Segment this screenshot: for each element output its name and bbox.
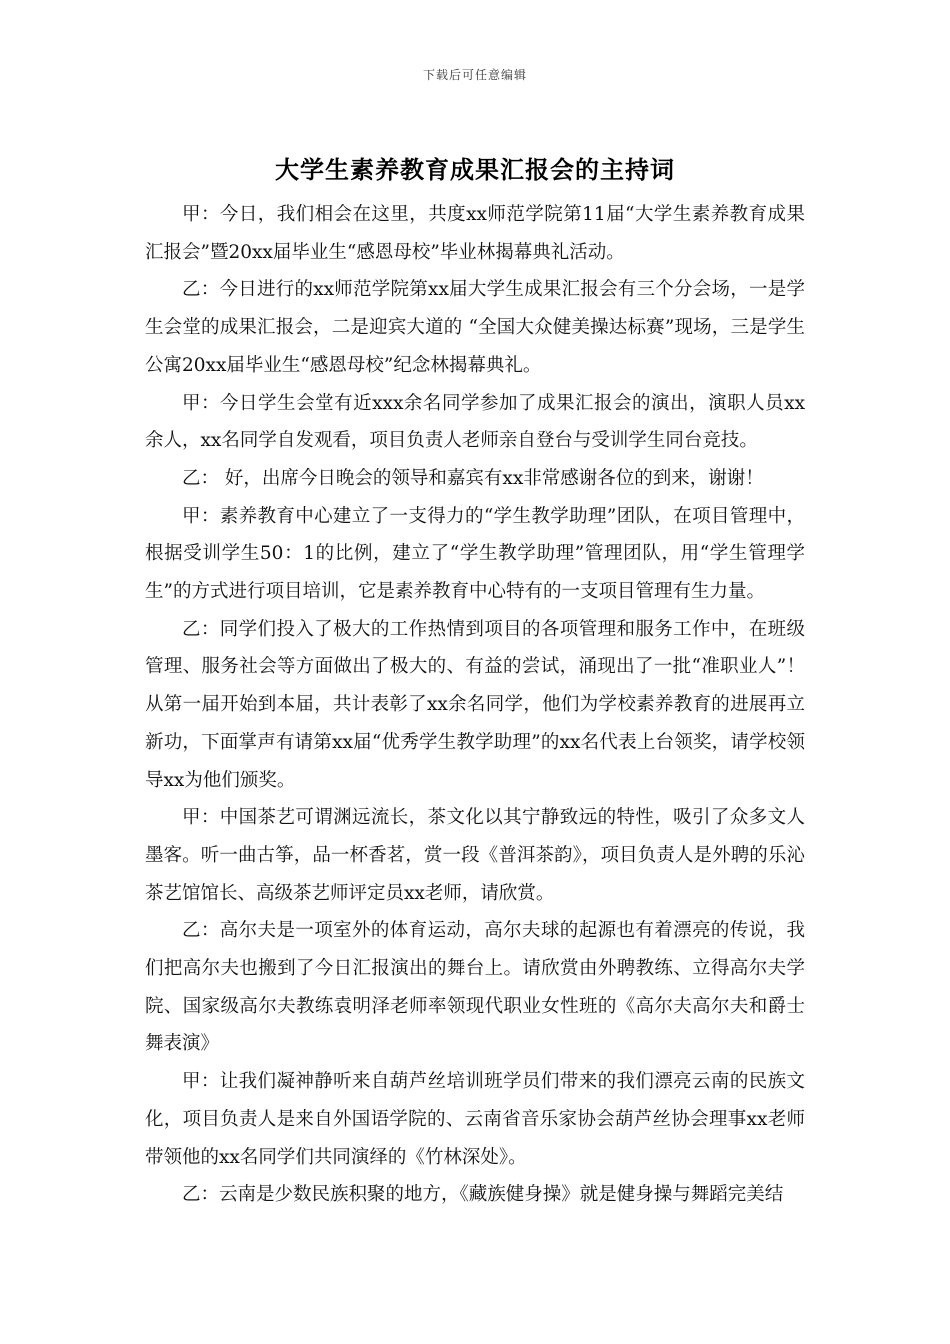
paragraph: 乙： 好，出席今日晚会的领导和嘉宾有xx非常感谢各位的到来，谢谢！ xyxy=(182,467,764,489)
document-title: 大学生素养教育成果汇报会的主持词 xyxy=(275,155,675,184)
paragraph: 乙：高尔夫是一项室外的体育运动，高尔夫球的起源也有着漂亮的传说，我们把高尔夫也搬到了今日汇报演出的舞台上。请欣赏由外聘教练、立得高尔夫学院、国家级高尔夫教练袁明泽老师率领现代职业女性班的《高尔夫高尔夫和爵士舞表演》 xyxy=(145,920,805,1055)
paragraph: 甲：今日学生会堂有近xxx余名同学参加了成果汇报会的演出，演职人员xx余人，xx名同学自发观看，项目负责人老师亲自登台与受训学生同台竞技。 xyxy=(145,392,805,452)
paragraph: 甲：今日，我们相会在这里，共度xx师范学院第11届“大学生素养教育成果汇报会”暨20xx届毕业生“感恩母校”毕业林揭幕典礼活动。 xyxy=(145,204,805,263)
paragraph: 甲：素养教育中心建立了一支得力的“学生教学助理”团队，在项目管理中，根据受训学生50：1的比例，建立了“学生教学助理”管理团队，用“学生管理学生”的方式进行项目培训，它是素养教育中心特有的一支项目管理有生力量。 xyxy=(145,505,805,603)
paragraph: 乙：云南是少数民族积聚的地方，《藏族健身操》就是健身操与舞蹈完美结 xyxy=(182,1184,784,1206)
paragraph: 乙：同学们投入了极大的工作热情到项目的各项管理和服务工作中，在班级管理、服务社会等方面做出了极大的、有益的尝试，涌现出了一批“准职业人”！从第一届开始到本届，共计表彰了xx余名同学，他们为学校素养教育的进展再立新功，下面掌声有请第xx届“优秀学生教学助理”的xx名代表上台领奖，请学校领导xx为他们颁奖。 xyxy=(145,618,805,791)
paragraph: 乙：今日进行的xx师范学院第xx届大学生成果汇报会有三个分会场，一是学生会堂的成果汇报会，二是迎宾大道的 “全国大众健美操达标赛”现场，三是学生公寓20xx届毕业生“感恩母校”纪念林揭幕典礼。 xyxy=(145,279,805,376)
document-body xyxy=(145,196,805,1214)
paragraph: 甲：让我们凝神静听来自葫芦丝培训班学员们带来的我们漂亮云南的民族文化，项目负责人是来自外国语学院的、云南省音乐家协会葫芦丝协会理事xx老师带领他的xx名同学们共同演绎的《竹林深处》。 xyxy=(145,1071,805,1168)
paragraph: 甲：中国茶艺可谓渊远流长，茶文化以其宁静致远的特性，吸引了众多文人墨客。听一曲古筝，品一杯香茗，赏一段《普洱茶韵》，项目负责人是外聘的乐沁茶艺馆馆长、高级茶艺师评定员xx老师，请欣赏。 xyxy=(145,807,805,904)
header-note: 下载后可任意编辑 xyxy=(422,68,527,82)
